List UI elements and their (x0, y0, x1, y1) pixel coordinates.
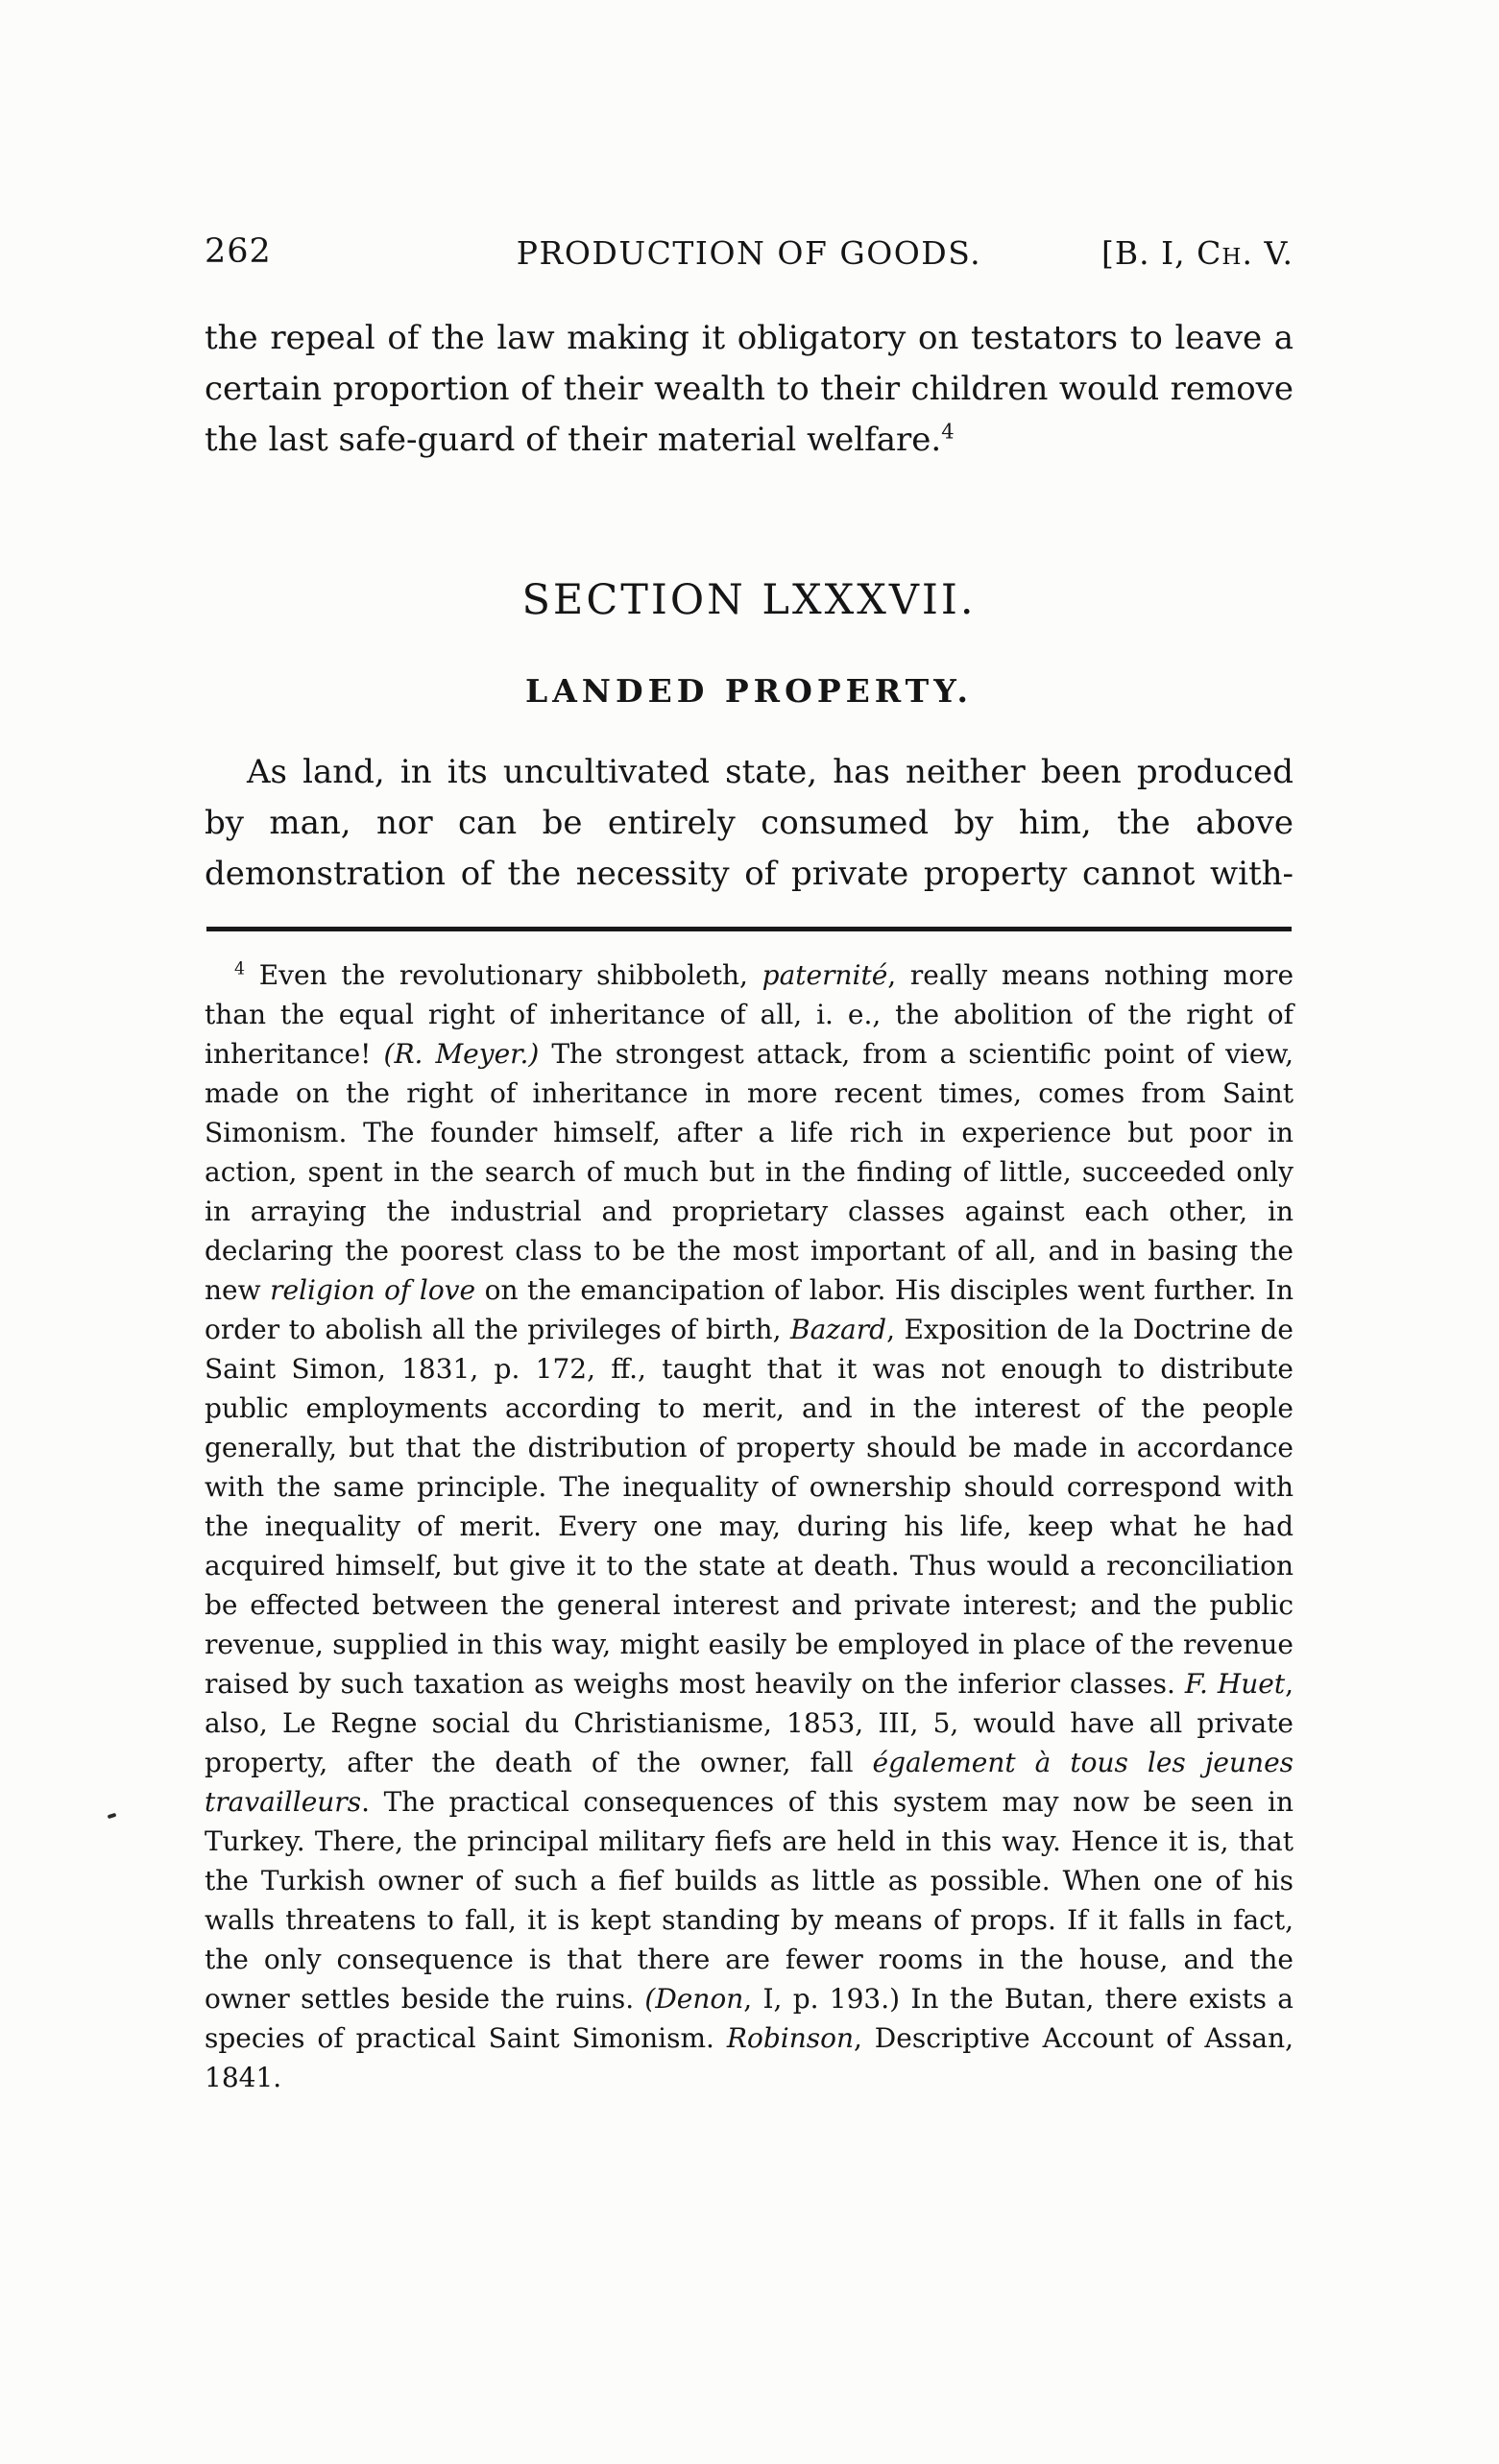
scan-speck-mark (108, 1813, 117, 1820)
running-header (205, 232, 1293, 277)
footnote-text: $^4$ Even the revolutionary shibboleth, paternité, really means nothing more than the equal right of inheritance of all, i. e., the abolition of the right of inheritance! (R. Meyer.) The strongest attack, from a scientific point of view, made on the right of inheritance in more recent times, comes from Saint Simonism. The founder himself, after a life rich in experience but poor in action, spent in the search of much but in the finding of little, succeeded only in arraying the industrial and proprietary classes against each other, in declaring the poorest class to be the most important of all, and in basing the new religion of love on the emancipation of labor. His disciples went further. In order to abolish all the privileges of birth, Bazard, Exposition de la Doctrine de Saint Simon, 1831, p. 172, ff., taught that it was not enough to distribute public employments according to merit, and in the interest of the people generally, but that the distribution of property should be made in accordance with the same principle. The inequality of ownership should correspond with the inequality of merit. Every one may, during his life, keep what he had acquired himself, but give it to the state at death. Thus would a reconciliation be effected between the general interest and private interest; and the public revenue, supplied in this way, might easily be employed in place of the revenue raised by such taxation as weighs most heavily on the inferior classes. F. Huet, also, Le Regne social du Christianisme, 1853, III, 5, would have all private property, after the death of the owner, fall également à tous les jeunes travailleurs. The practical consequences of this system may now be seen in Turkey. There, the principal military fiefs are held in this way. Hence it is, that the Turkish owner of such a fief builds as little as possible. When one of his walls threatens to fall, it is kept standing by means of props. If it falls in fact, the only consequence is that there are fewer rooms in the house, and the owner settles beside the ruins. (Denon, I, p. 193.) In the Butan, there exists a species of practical Saint Simonism. Robinson, Descriptive Account of Assan, 1841. (205, 959, 1294, 2093)
page-number: 262 (205, 232, 272, 271)
chapter-reference: [B. I, Ch. V. (1101, 234, 1293, 272)
section-subheading: LANDED PROPERTY. (525, 672, 973, 710)
body-paragraph-landed-property: As land, in its uncultivated state, has neither been produced by man, nor can be entirely consumed by him, the above demonstration of the necessity of private property cannot with- (205, 753, 1293, 893)
body-paragraph-continuation: the repeal of the law making it obligatory on testators to leave a certain proportion of their wealth to their children would remove the last safe-guard of their material welfare.$^4$ (205, 319, 1293, 459)
running-title: PRODUCTION OF GOODS. (516, 234, 982, 272)
footnote-divider-rule (206, 927, 1292, 931)
section-heading: SECTION LXXXVII. (521, 576, 977, 624)
